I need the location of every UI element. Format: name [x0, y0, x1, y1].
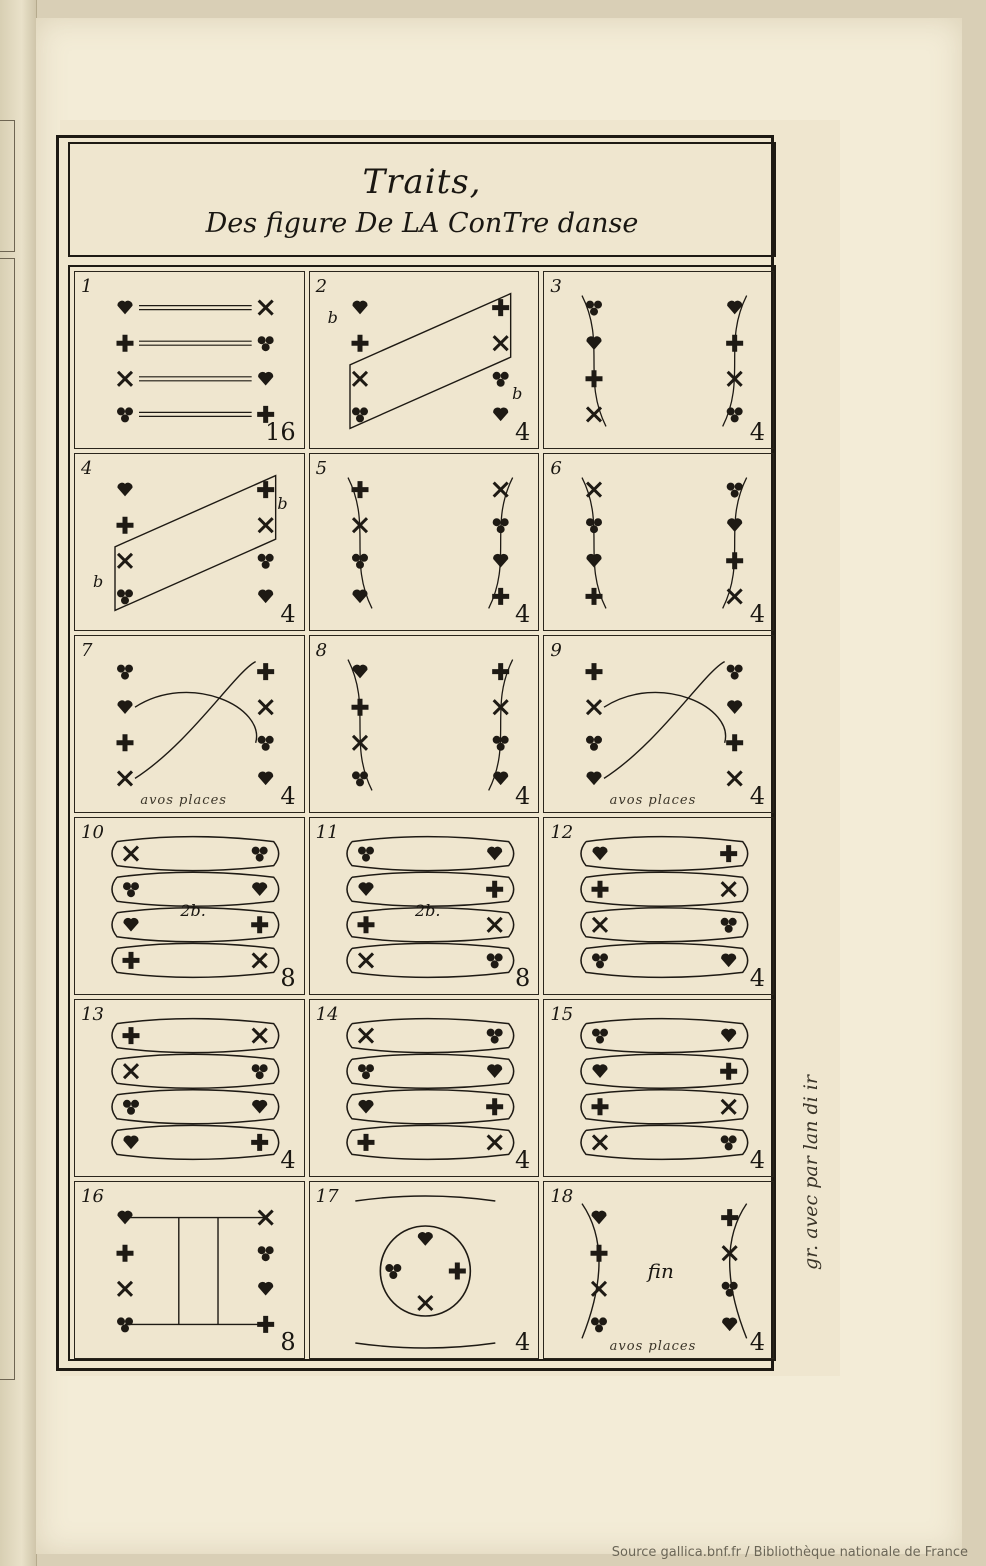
title-cartouche: [68, 142, 776, 257]
figure-number: 18: [550, 1186, 574, 1207]
figure-diagram: [75, 454, 306, 632]
cross-symbol-icon: [258, 482, 274, 498]
dancer-symbol-icon: [124, 883, 139, 897]
measure-count: 4: [280, 600, 296, 628]
dancer-symbol-icon: [118, 408, 133, 422]
heart-symbol-icon: [592, 1211, 606, 1223]
cross-symbol-icon: [492, 300, 508, 316]
heart-symbol-icon: [587, 772, 601, 784]
dancer-symbol-icon: [124, 1100, 139, 1114]
dancer-symbol-icon: [727, 665, 742, 679]
path-trace: [115, 476, 276, 611]
saltire-symbol-icon: [253, 953, 267, 967]
figure-diagram: [310, 1182, 541, 1360]
cross-symbol-icon: [721, 1063, 737, 1079]
path-trace: [125, 1218, 266, 1325]
saltire-symbol-icon: [353, 372, 367, 386]
saltire-symbol-icon: [118, 771, 132, 785]
b-mark: b: [93, 572, 104, 591]
figure-cell: [543, 271, 774, 449]
b-mark: b: [277, 494, 288, 513]
figure-cell: [309, 1181, 540, 1359]
path-trace: [139, 306, 252, 310]
figure-number: 3: [550, 276, 562, 297]
figure-cell: [309, 635, 540, 813]
figure-diagram: [544, 636, 775, 814]
figure-number: 12: [550, 822, 574, 843]
figure-number: 4: [81, 458, 93, 479]
measure-count: 4: [515, 418, 531, 446]
facing-page-edge: [0, 0, 37, 1566]
figure-diagram: [310, 454, 541, 632]
cross-symbol-icon: [123, 1028, 139, 1044]
path-trace: [604, 692, 726, 742]
figure-cell: [309, 999, 540, 1177]
dancer-symbol-icon: [252, 1065, 267, 1079]
path-trace: [139, 412, 252, 416]
dancer-symbol-icon: [487, 954, 502, 968]
dancer-symbol-icon: [258, 554, 273, 568]
b-mark: 2b.: [180, 901, 206, 920]
measure-count: 4: [749, 782, 765, 810]
heart-symbol-icon: [722, 1029, 736, 1041]
path-trace: [135, 692, 257, 742]
heart-symbol-icon: [723, 1318, 737, 1330]
saltire-symbol-icon: [259, 301, 273, 315]
measure-count: 4: [515, 782, 531, 810]
figure-diagram: [75, 1000, 306, 1178]
saltire-symbol-icon: [593, 918, 607, 932]
heart-symbol-icon: [253, 1100, 267, 1112]
figure-number: 15: [550, 1004, 574, 1025]
heart-symbol-icon: [124, 1136, 138, 1148]
measure-count: 16: [265, 418, 296, 446]
facing-page-frame: [0, 120, 15, 252]
figure-number: 16: [81, 1186, 104, 1207]
dancer-symbol-icon: [258, 1247, 273, 1261]
measure-count: 4: [515, 600, 531, 628]
measure-count: 4: [749, 1146, 765, 1174]
measure-count: 4: [749, 600, 765, 628]
figure-number: 2: [315, 276, 328, 297]
dancer-symbol-icon: [593, 1029, 608, 1043]
figure-number: 13: [81, 1004, 104, 1025]
cross-symbol-icon: [721, 846, 737, 862]
cross-symbol-icon: [123, 952, 139, 968]
heart-symbol-icon: [118, 483, 132, 495]
heart-symbol-icon: [124, 918, 138, 930]
dancer-symbol-icon: [587, 736, 602, 750]
dancer-symbol-icon: [358, 847, 373, 861]
figure-cell: [543, 453, 774, 631]
figure-diagram: [310, 272, 541, 450]
cross-symbol-icon: [592, 881, 608, 897]
dancer-symbol-icon: [722, 1282, 737, 1296]
cross-symbol-icon: [117, 335, 133, 351]
cross-symbol-icon: [258, 664, 274, 680]
source-credit: Source gallica.bnf.fr / Bibliothèque nationale de France: [611, 1545, 968, 1560]
saltire-symbol-icon: [728, 771, 742, 785]
saltire-symbol-icon: [487, 1135, 501, 1149]
heart-symbol-icon: [253, 883, 267, 895]
saltire-symbol-icon: [722, 1100, 736, 1114]
heart-symbol-icon: [353, 301, 367, 313]
figure-cell: [543, 635, 774, 813]
path-trace: [355, 1196, 495, 1201]
fin-label: fin: [647, 1259, 674, 1283]
cross-symbol-icon: [586, 664, 602, 680]
heart-symbol-icon: [722, 954, 736, 966]
figure-diagram: [75, 1182, 306, 1360]
cross-symbol-icon: [352, 335, 368, 351]
figure-diagram: [310, 636, 541, 814]
heart-symbol-icon: [118, 701, 132, 713]
figure-cell: [74, 999, 305, 1177]
heart-symbol-icon: [359, 883, 373, 895]
figure-cell: [74, 635, 305, 813]
heart-symbol-icon: [259, 590, 273, 602]
figure-cell: [74, 271, 305, 449]
saltire-symbol-icon: [253, 1029, 267, 1043]
saltire-symbol-icon: [493, 336, 507, 350]
instruction-note: avos places: [140, 793, 227, 808]
saltire-symbol-icon: [124, 847, 138, 861]
cross-symbol-icon: [722, 1210, 738, 1226]
b-mark: b: [512, 384, 523, 403]
figure-number: 5: [315, 458, 328, 479]
saltire-symbol-icon: [359, 1029, 373, 1043]
measure-count: 4: [280, 1146, 296, 1174]
saltire-symbol-icon: [592, 1282, 606, 1296]
saltire-symbol-icon: [418, 1296, 432, 1310]
figure-cell: [309, 453, 540, 631]
figure-cell: [543, 817, 774, 995]
figure-cell: [74, 817, 305, 995]
figure-diagram: [544, 1182, 775, 1360]
figure-cell: [543, 1181, 774, 1359]
heart-symbol-icon: [259, 772, 273, 784]
saltire-symbol-icon: [118, 372, 132, 386]
saltire-symbol-icon: [124, 1064, 138, 1078]
measure-count: 8: [515, 964, 531, 992]
engraver-signature: gr. avec par lan di ir: [800, 1075, 822, 1270]
cross-symbol-icon: [486, 1099, 502, 1115]
cross-symbol-icon: [358, 1134, 374, 1150]
measure-count: 4: [749, 964, 765, 992]
b-mark: b: [327, 308, 338, 327]
figure-cell: [74, 1181, 305, 1359]
measure-count: 8: [280, 1328, 296, 1356]
figure-number: 11: [315, 822, 339, 843]
saltire-symbol-icon: [259, 518, 273, 532]
plate-subtitle: Des figure De LA ConTre danse: [205, 208, 639, 239]
path-trace: [135, 662, 256, 779]
instruction-note: avos places: [609, 793, 697, 808]
saltire-symbol-icon: [587, 700, 601, 714]
figure-diagram: [310, 1000, 541, 1178]
figures-grid: [68, 265, 776, 1361]
figure-diagram: [544, 272, 775, 450]
saltire-symbol-icon: [118, 554, 132, 568]
dancer-symbol-icon: [352, 408, 367, 422]
figure-number: 8: [315, 640, 328, 661]
figure-number: 1: [81, 276, 93, 297]
dancer-symbol-icon: [721, 1136, 736, 1150]
figure-number: 7: [81, 640, 93, 661]
saltire-symbol-icon: [487, 918, 501, 932]
facing-page-frame: [0, 258, 15, 1380]
saltire-symbol-icon: [593, 1135, 607, 1149]
measure-count: 4: [749, 418, 765, 446]
heart-symbol-icon: [593, 1065, 607, 1077]
dancer-symbol-icon: [258, 736, 273, 750]
heart-symbol-icon: [487, 1065, 501, 1077]
cross-symbol-icon: [252, 1134, 268, 1150]
heart-symbol-icon: [259, 372, 273, 384]
instruction-note: avos places: [609, 1339, 697, 1354]
figure-number: 17: [315, 1186, 339, 1207]
heart-symbol-icon: [259, 1282, 273, 1294]
cross-symbol-icon: [358, 917, 374, 933]
cross-symbol-icon: [252, 917, 268, 933]
heart-symbol-icon: [118, 301, 132, 313]
figure-cell: [309, 817, 540, 995]
saltire-symbol-icon: [722, 882, 736, 896]
dancer-symbol-icon: [487, 1029, 502, 1043]
heart-symbol-icon: [593, 847, 607, 859]
path-trace: [723, 296, 747, 427]
saltire-symbol-icon: [118, 1282, 132, 1296]
heart-symbol-icon: [359, 1100, 373, 1112]
path-trace: [604, 662, 725, 779]
measure-count: 4: [749, 1328, 765, 1356]
heart-symbol-icon: [418, 1233, 432, 1245]
measure-count: 4: [515, 1146, 531, 1174]
heart-symbol-icon: [493, 408, 507, 420]
path-trace: [348, 660, 372, 791]
figure-diagram: [544, 1000, 775, 1178]
dancer-symbol-icon: [258, 337, 273, 351]
cross-symbol-icon: [449, 1263, 465, 1279]
cross-symbol-icon: [486, 881, 502, 897]
measure-count: 4: [515, 1328, 531, 1356]
plate-title: Traits,: [362, 162, 482, 202]
figure-cell: [543, 999, 774, 1177]
figure-number: 10: [81, 822, 104, 843]
cross-symbol-icon: [117, 735, 133, 751]
dancer-symbol-icon: [592, 1318, 607, 1332]
saltire-symbol-icon: [359, 953, 373, 967]
cross-symbol-icon: [117, 1245, 133, 1261]
figure-cell: [309, 271, 540, 449]
dancer-symbol-icon: [118, 590, 133, 604]
dancer-symbol-icon: [252, 847, 267, 861]
figure-number: 14: [315, 1004, 339, 1025]
figure-diagram: [544, 454, 775, 632]
figure-number: 6: [550, 458, 562, 479]
figure-diagram: [75, 636, 306, 814]
dancer-symbol-icon: [721, 918, 736, 932]
heart-symbol-icon: [487, 847, 501, 859]
measure-count: 8: [280, 964, 296, 992]
cross-symbol-icon: [592, 1099, 608, 1115]
saltire-symbol-icon: [259, 700, 273, 714]
measure-count: 4: [280, 782, 296, 810]
cross-symbol-icon: [117, 517, 133, 533]
figure-number: 9: [550, 640, 562, 661]
b-mark: 2b.: [414, 901, 441, 920]
dancer-symbol-icon: [385, 1265, 400, 1279]
figure-cell: [74, 453, 305, 631]
cross-symbol-icon: [727, 735, 743, 751]
dancer-symbol-icon: [593, 954, 608, 968]
path-trace: [139, 341, 252, 345]
dancer-symbol-icon: [358, 1065, 373, 1079]
path-trace: [350, 294, 511, 429]
figure-diagram: [544, 818, 775, 996]
path-trace: [139, 377, 252, 381]
dancer-symbol-icon: [493, 372, 508, 386]
heart-symbol-icon: [728, 701, 742, 713]
dancer-symbol-icon: [118, 665, 133, 679]
path-trace: [355, 1343, 495, 1348]
